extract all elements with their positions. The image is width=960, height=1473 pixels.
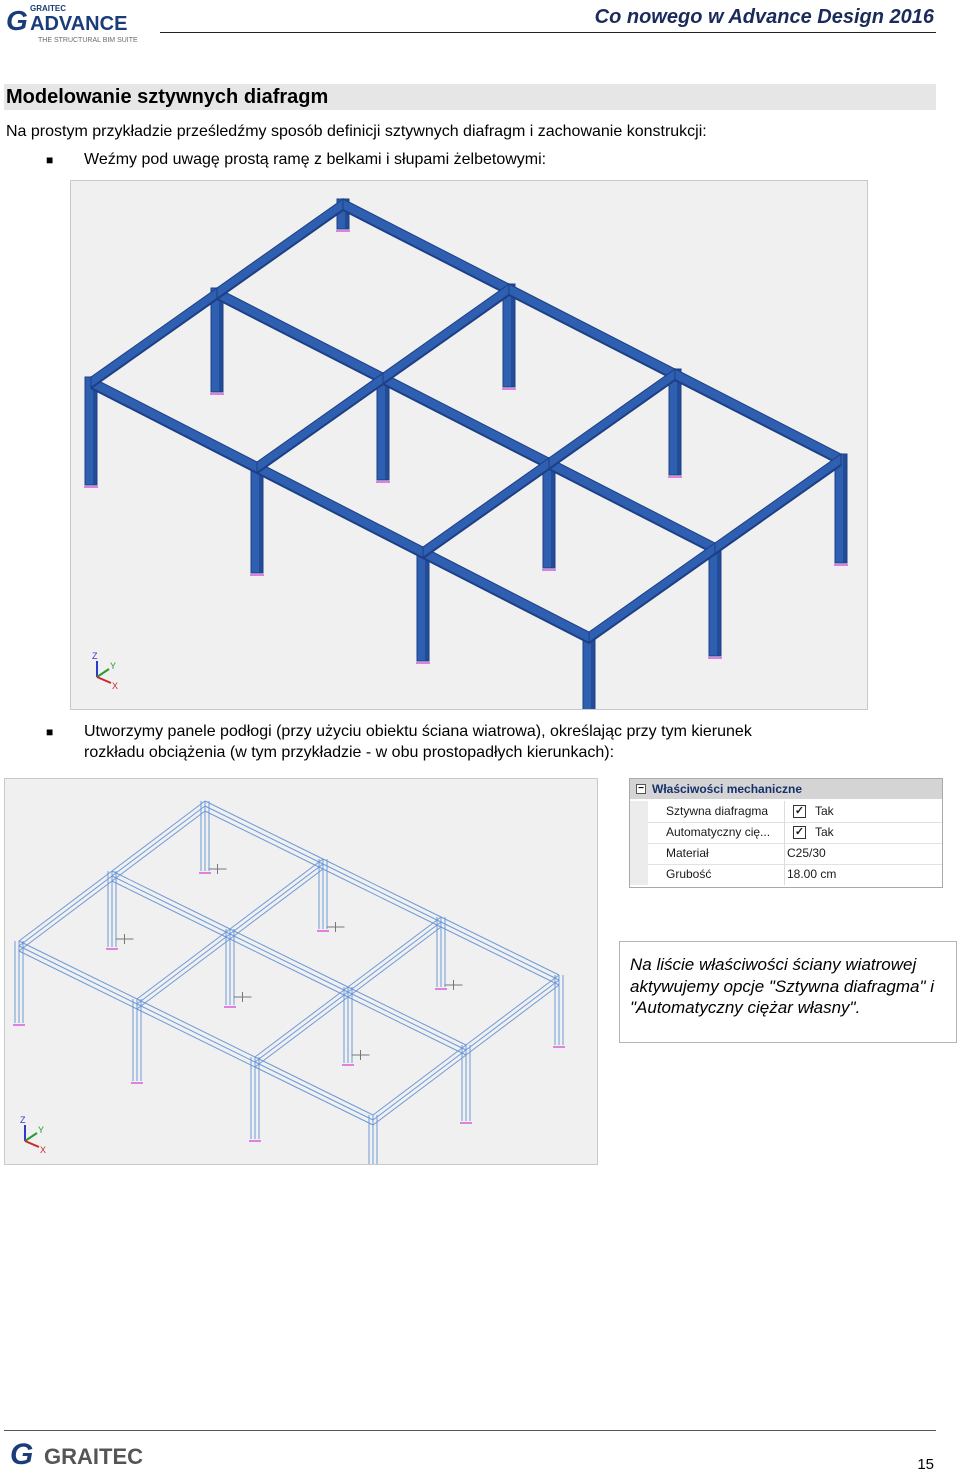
axis-x-line	[25, 1141, 39, 1147]
axis-y-line	[97, 669, 109, 677]
wire-beam	[373, 1045, 466, 1115]
bullet-square-icon: ■	[46, 725, 54, 739]
column-shade	[385, 373, 389, 480]
axis-y-label: Y	[110, 661, 117, 671]
frame-3d-view	[70, 180, 868, 710]
column-shade	[677, 369, 681, 475]
beam-edge	[383, 384, 549, 469]
beam	[509, 284, 675, 380]
beam-edge	[549, 469, 715, 554]
wire-beam	[112, 811, 205, 881]
document-header-title: Co nowego w Advance Design 2016	[594, 6, 934, 28]
wire-beam	[112, 871, 230, 929]
beam	[217, 199, 343, 299]
wire-beam	[348, 922, 441, 992]
wire-beam	[466, 985, 559, 1055]
axis-x-label: X	[40, 1145, 47, 1155]
collapse-icon[interactable]: −	[636, 784, 646, 794]
beam	[257, 462, 423, 558]
logo-brand-main: ADVANCE	[30, 13, 128, 35]
column-shade	[551, 458, 555, 568]
header-divider	[160, 32, 936, 33]
wire-beam	[19, 941, 137, 999]
bullet-text-2-line1: Utworzymy panele podłogi (przy użyciu obiektu ściana wiatrowa), określając przy tym kierunek	[84, 723, 752, 740]
beam-edge	[257, 473, 423, 558]
wire-beam	[230, 939, 348, 997]
wire-beam	[19, 881, 112, 951]
checkbox-checked-icon[interactable]: ✓	[794, 805, 805, 817]
axis-z-label: Z	[92, 651, 98, 661]
wire-beam	[230, 859, 323, 929]
svg-text:G: G	[6, 5, 28, 36]
beam-edge	[257, 384, 383, 473]
column-shade	[511, 284, 515, 387]
note-text: Na liście właściwości ściany wiatrowej aktywujemy opcje "Sztywna diafragma" i "Automatyczny ciężar własny".	[630, 955, 935, 1017]
beam-edge	[423, 469, 549, 558]
property-label: Automatyczny cię...	[666, 825, 771, 839]
wire-beam	[323, 864, 441, 922]
wireframe-3d-view	[4, 778, 598, 1165]
properties-group-header[interactable]	[630, 779, 942, 799]
property-row-thickness[interactable]	[630, 864, 942, 885]
property-label: Grubość	[666, 867, 712, 881]
wire-beam	[137, 929, 230, 999]
beam-edge	[217, 210, 343, 299]
wire-beam	[441, 917, 559, 975]
beam	[549, 458, 715, 554]
property-row-auto-self-weight[interactable]	[630, 822, 942, 843]
footer-brand: GRAITEC	[44, 1444, 143, 1468]
svg-text:G: G	[10, 1438, 34, 1468]
wire-beam	[230, 934, 348, 992]
beam	[715, 454, 841, 554]
section-title: Modelowanie sztywnych diafragm	[6, 86, 329, 108]
wire-beam	[441, 922, 559, 980]
axis-x-line	[97, 677, 111, 683]
beam	[217, 288, 383, 384]
beam-edge	[589, 554, 715, 643]
beam	[383, 284, 509, 384]
beam	[383, 373, 549, 469]
wire-beam	[205, 806, 323, 864]
axis-x-label: X	[112, 681, 119, 691]
column-shade	[717, 543, 721, 656]
wire-beam	[230, 864, 323, 934]
beam	[257, 373, 383, 473]
beam-edge	[423, 558, 589, 643]
wire-beam	[441, 927, 559, 985]
properties-group-title: Właściwości mechaniczne	[652, 782, 803, 796]
wire-beam	[137, 939, 230, 1009]
wire-beam	[323, 869, 441, 927]
note-box	[619, 941, 957, 1043]
wire-beam	[112, 876, 230, 934]
wire-beam	[255, 1057, 373, 1115]
beam	[91, 377, 257, 473]
column-shade	[591, 632, 595, 709]
wire-beam	[112, 801, 205, 871]
wire-beam	[348, 987, 466, 1045]
wire-beam	[137, 934, 230, 1004]
beam	[343, 199, 509, 295]
bullet-text-1: Weźmy pod uwagę prostą ramę z belkami i słupami żelbetowymi:	[84, 151, 547, 168]
column-shade	[219, 288, 223, 392]
beam-edge	[91, 299, 217, 388]
wire-beam	[348, 992, 466, 1050]
property-value: C25/30	[787, 846, 826, 860]
wire-beam	[466, 975, 559, 1045]
wire-beam	[255, 1062, 373, 1120]
wire-beam	[19, 946, 137, 1004]
column-shade	[425, 547, 429, 661]
axis-y-label: Y	[38, 1125, 45, 1135]
property-row-rigid-diaphragm[interactable]	[630, 801, 942, 822]
wire-beam	[137, 1004, 255, 1062]
wire-beam	[255, 987, 348, 1057]
page-number: 15	[917, 1456, 934, 1473]
property-value: Tak	[815, 825, 834, 839]
wire-beam	[19, 951, 137, 1009]
wire-beam	[137, 999, 255, 1057]
beam-edge	[91, 388, 257, 473]
column-shade	[843, 454, 847, 563]
footer-divider	[4, 1430, 936, 1431]
beam-edge	[509, 295, 675, 380]
beam	[423, 547, 589, 643]
wire-beam	[373, 1055, 466, 1125]
bullet-text-2-line2: rozkładu obciążenia (w tym przykładzie - w obu prostopadłych kierunkach):	[84, 744, 615, 761]
logo-tagline: THE STRUCTURAL BIM SUITE	[38, 37, 138, 44]
wire-beam	[255, 992, 348, 1062]
wire-beam	[112, 806, 205, 876]
wire-beam	[373, 1050, 466, 1120]
wire-beam	[348, 997, 466, 1055]
axis-z-label: Z	[20, 1115, 26, 1125]
beam	[423, 458, 549, 558]
bullet-square-icon: ■	[46, 153, 54, 167]
beam	[675, 369, 841, 465]
wire-beam	[205, 801, 323, 859]
property-value: Tak	[815, 804, 834, 818]
wire-beam	[255, 1067, 373, 1125]
wire-beam	[323, 859, 441, 917]
wire-beam	[112, 881, 230, 939]
wire-beam	[255, 997, 348, 1067]
checkbox-checked-icon[interactable]: ✓	[794, 826, 805, 838]
wire-beam	[230, 869, 323, 939]
column-shade	[93, 377, 97, 485]
logo-brand-top: GRAITEC	[30, 4, 66, 13]
column-shade	[259, 462, 263, 573]
wire-beam	[348, 927, 441, 997]
wire-beam	[205, 811, 323, 869]
wire-beam	[230, 929, 348, 987]
beam-edge	[343, 210, 509, 295]
wire-beam	[348, 917, 441, 987]
beam	[589, 543, 715, 643]
property-label: Sztywna diafragma	[666, 804, 769, 818]
graitec-advance-logo	[4, 2, 154, 44]
property-label: Materiał	[666, 846, 709, 860]
beam	[549, 369, 675, 469]
beam-edge	[549, 380, 675, 469]
property-value: 18.00 cm	[787, 867, 837, 881]
wire-beam	[466, 980, 559, 1050]
axis-y-line	[25, 1133, 37, 1141]
properties-panel	[629, 778, 943, 888]
beam	[91, 288, 217, 388]
intro-paragraph: Na prostym przykładzie prześledźmy sposób definicji sztywnych diafragm i zachowanie konstrukcji:	[6, 123, 707, 140]
wire-beam	[19, 876, 112, 946]
beam-edge	[715, 465, 841, 554]
property-row-material[interactable]	[630, 843, 942, 864]
graitec-footer-logo	[10, 1436, 160, 1468]
beam-edge	[383, 295, 509, 384]
beam-edge	[217, 299, 383, 384]
beam-edge	[675, 380, 841, 465]
wire-beam	[19, 871, 112, 941]
wire-beam	[137, 1009, 255, 1067]
